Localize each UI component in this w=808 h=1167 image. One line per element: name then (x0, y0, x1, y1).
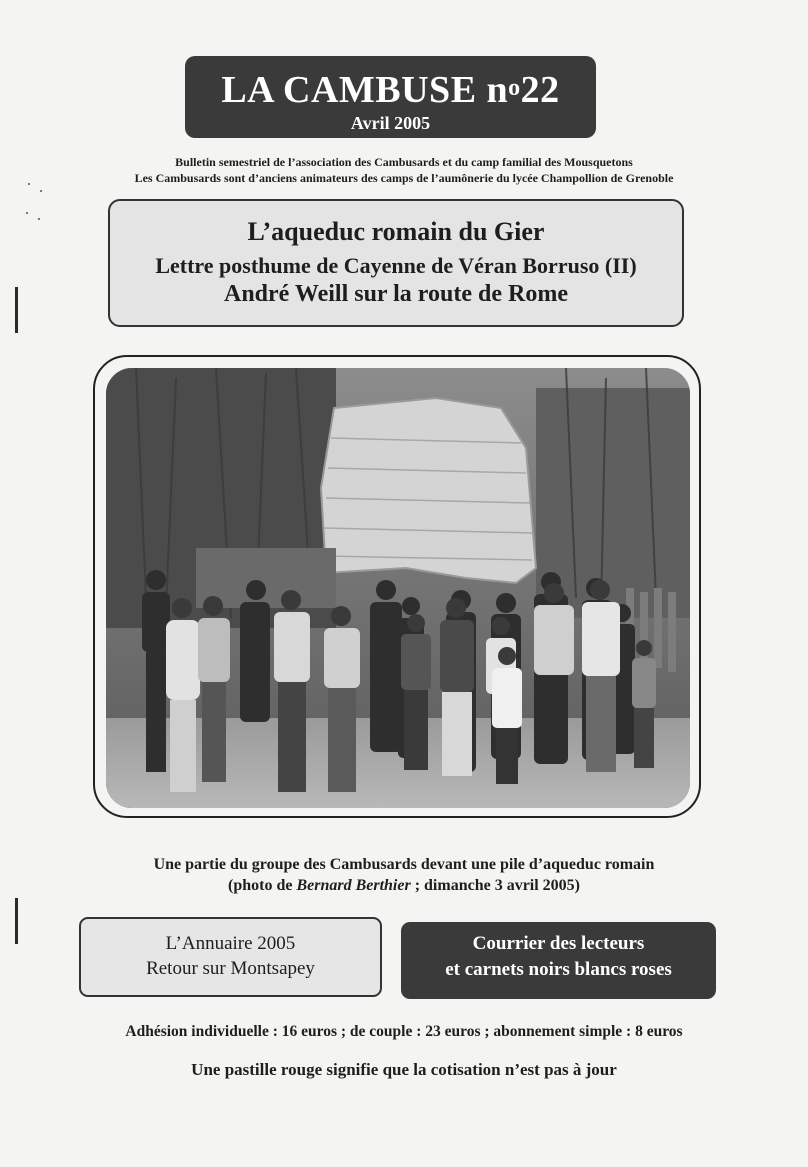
headline-andre-weill: André Weill sur la route de Rome (224, 281, 568, 307)
courrier-box (401, 922, 716, 999)
courrier-subtitle: et carnets noirs blancs roses (445, 959, 672, 980)
group-photo-illustration (106, 368, 690, 808)
scan-binding-mark-bottom (15, 898, 18, 944)
bulletin-title: LA CAMBUSE $n^o22$ (221, 69, 560, 111)
membership-fees: Adhésion individuelle : 16 euros ; de couple : 23 euros ; abonnement simple : 8 euros (125, 1023, 683, 1040)
headline-letter: Lettre posthume de Cayenne de Véran Borruso (II) (155, 253, 637, 278)
photo-caption-line-2: (photo de Bernard Berthier ; dimanche 3 avril 2005) (227, 877, 581, 894)
annuaire-box (79, 917, 382, 997)
masthead (185, 56, 596, 138)
scan-binding-mark-top (15, 287, 18, 333)
group-photo (106, 368, 690, 808)
scan-speck (26, 212, 28, 214)
scan-speck (40, 190, 42, 192)
scan-speck (38, 218, 40, 220)
subheader-line-1: Bulletin semestriel de l’association des Cambusards et du camp familial des Mousquetons (175, 155, 633, 169)
annuaire-title: L’Annuaire 2005 (165, 933, 296, 954)
subheader-line-2: Les Cambusards sont d’anciens animateurs des camps de l’aumônerie du lycée Champollion de Grenoble (134, 171, 674, 185)
headline-aqueduct: L’aqueduc romain du Gier (247, 217, 545, 246)
headline-box (108, 199, 684, 327)
photo-caption-line-1: Une partie du groupe des Cambusards devant une pile d’aqueduc romain (153, 856, 655, 873)
courrier-title: Courrier des lecteurs (472, 933, 645, 954)
annuaire-subtitle: Retour sur Montsapey (146, 958, 315, 979)
photo-author: Bernard Berthier (296, 877, 411, 894)
membership-notice: Une pastille rouge signifie que la cotisation n’est pas à jour (191, 1060, 617, 1079)
issue-date: Avril 2005 (350, 113, 431, 133)
